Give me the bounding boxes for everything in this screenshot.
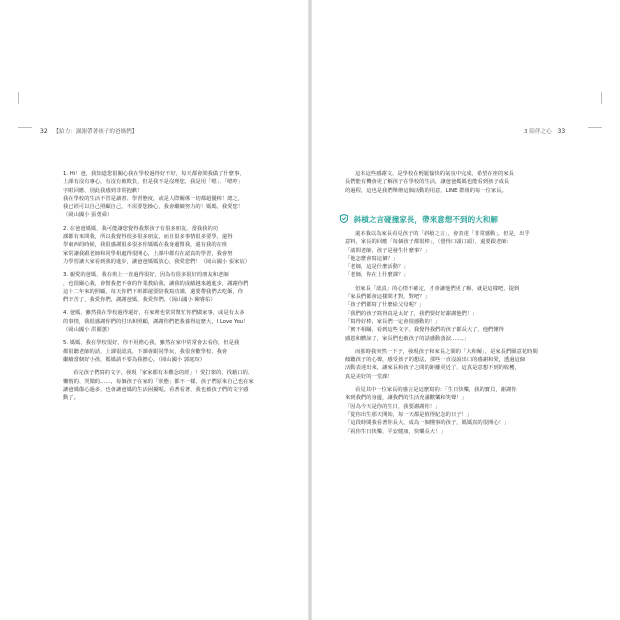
crop-mark [18,127,32,128]
paragraph-line: 還本我以為家長看見孩子的「斜槓之言」，會表達「非常感動」，但是，出乎 [355,231,530,237]
letter-line: 力學習讓大家看到我的進步，讓爸爸媽媽放心，我愛您們！（岡山國小 張家宸） [63,258,251,265]
letter-3 [63,271,293,304]
section-title [340,214,498,225]
paragraph-line: 懶惰的、哭鬧的……，每個孩子在家的「狀態」都不一樣，孩子們原來自己也在家 [63,378,254,385]
letter-line: 2. 在爸爸媽媽，我可能讓您覺得我幫孩子有很多朋友，當我我的功 [63,225,219,232]
letter-line: 這十二年來的照顧，每天你們下班都還要陪我寫功課，還要帶我們去吃飯，你 [63,288,244,295]
quote-line: 感恩和體諒了，家長們也被孩子的話感動落淚……。」 [345,335,470,342]
letter-line: 我已經可以自己照顧自己，不需要您操心，我會繼續努力的！媽媽，我愛您！ [63,204,244,211]
letter-line: 字眼回應，別此我感到非常抱歉！ [63,187,143,194]
paragraph-line: 動了。 [63,395,79,402]
left-running-header [36,127,137,135]
letter-4 [63,309,293,334]
letter-line: 的事情，我很感謝你們的付出和照顧，謝謝你們把我養得這麼大，I Love You！ [63,318,249,325]
quote-line: 「這段時間我看著你長大，成為一個懂事的孩子，媽媽真的很開心！」 [345,420,510,427]
right-header-title: 3 陪伴之心 [524,129,552,135]
paragraph-line: 而那時我突然一下子，發現孩子和家長之間的「大和解」，是家長們願意花時間 [355,348,538,355]
right-body [345,230,580,436]
paragraph-4 [345,386,580,436]
crop-mark [588,127,602,128]
letter-line: 4. 爸媽，雖然我在學校過得還好，在家裡也常常幫忙你們做家事，或是有太多 [63,310,245,317]
quote-line: 「因為今天是你的生日，我要謝謝你！」 [345,403,441,410]
paragraph-line: 長們能有機會更了解孩子在學校的生活，讓爸爸媽媽也能看到孩子成長 [345,179,510,186]
quote-line: 「實不相瞞，看到這些文字，我覺得我們的孩子都長大了，他們懂得 [345,327,504,334]
paragraph-line: 真是美好的一堂課！ [345,373,393,380]
letter-signature: （岡山國小 張勇舜） [63,212,113,219]
letter-line: 課都有來問我，所以我覺得很多很多朋友，而且很多事情很多要學，還得 [63,234,233,241]
paragraph-line: 這本這些感謝文，是學校在輕鬆愉快的氣氛中完成，希望在座的家長 [355,171,514,177]
letter-5 [63,339,293,364]
paragraph-3 [345,348,580,381]
quote-line: 「老師，這是什麼活動？」 [345,264,409,271]
quote-line: 「請問老師，孩子是發生什麼事？」 [345,247,430,254]
paragraph-line: 但家長「認真」的心情不確定，才會讓他們更了解，就是這樣吧，提到 [355,285,520,292]
letter-line: 我在學校的生活不管是讀書、學習態度，或是人際關係一切都超優棒！總之， [63,195,244,202]
paragraph-1 [345,230,580,280]
right-running-header [524,127,569,135]
letter-2 [63,225,293,266]
letter-1 [63,170,293,220]
quote-line: 「寫得好棒，家長們一定會很感動的！」 [345,318,441,325]
right-page-number: 33 [557,128,566,135]
shield-icon [340,214,348,223]
letter-line: 3. 親愛的爸媽，我在班上一直過得很好，因為有很多很好的朋友和老師 [63,272,229,279]
paragraph-line: 傾聽孩子的心聲，感受孩子的想法，那些一直沒說出口的感謝和愛，透過這個 [345,357,526,364]
letter-line: 上課有沒有專心，有沒有被欺負，但是我不是沒理您，我是用「嗯」、「嗯哼」 [63,179,244,186]
left-page-number: 32 [40,128,48,135]
paragraph-line: 看見其中一位家長的感言是這麼寫的：「生日快樂，我的寶貝，謝謝你 [355,387,517,394]
crop-mark [18,92,19,104]
paragraph-line: 意料，家長的回應「每個孩子都很棒」，（覺得口頭口頭），還要跟老師： [345,239,512,246]
paragraph-line: 活動表達出來，讓家長和孩子之間的距離更近了，這真是意想不到的收穫， [345,365,520,372]
paragraph-2 [345,285,580,343]
letter-line: ，也很關心我，會幫我把不會的作業教給我，讓我的成績越來越進步，謝謝你們 [63,280,249,287]
paragraph-line: 的過程，這也是我們舉辦這個活動的用意，LINE 群組的每一位家長。 [345,187,507,194]
intro-paragraph [345,170,580,195]
letter-line: 學東西的時候，我很感謝很多很多你媽媽在我身邊幫我，還有我的在班 [63,242,228,249]
quote-line: 「他怎麼會寫這個？」 [345,255,398,262]
letter-line: 5. 媽媽，我在學校很好，你不用擔心我，雖然在家中常常會去看你，但是我 [63,340,240,347]
letter-line: 繼續當個好小孩，媽媽請不要為我擔心。（岡山國小 郭庭瑄） [63,356,206,363]
quote-line: 「孩子們都寫了什麼給父母呢？」 [345,302,425,309]
letter-line: 們辛苦了，我愛你們，謝謝爸媽，我愛你們。（岡山國小 陳睿佑） [63,297,216,304]
quote-line: 「祝你生日快樂，平安健康，快樂長大！」 [345,428,446,435]
paragraph-line: 來到我們的身邊，讓我們的生活充滿歡樂和笑聲！」 [345,395,467,402]
quote-line: 「從你出生那天開始，每一天都是值得紀念的日子！」 [345,411,473,418]
letter-signature: （岡山國小 洪麗蕙） [63,327,113,334]
paragraph-line: 看完孩子們寫的文字，發現「家家都有本難念的經」！愛打架的、找藉口的、 [73,370,254,377]
letter-line: 1. Hi！爸，我知道您很關心我在學校過得好不好，每天都會問我做了什麼事， [63,171,245,177]
crop-mark [601,92,602,104]
closing-paragraph [63,369,293,402]
section-title-text: 斜槓之言碰撞家長，帶來意想不到的大和解 [353,215,498,224]
left-header-title: 【給力：謝謝帶著孩子的爸媽們】 [53,129,138,135]
quote-line: 「老師，你在上什麼課？」 [345,272,409,279]
paragraph-line: 讓爸媽傷心過多，也會讓爸媽的生活困擾呢。看著看著，我也被孩子們的文字感 [63,386,249,393]
letter-line: 都很聽老師的話，上課很認真，下課會跟同學玩，我很喜歡學校，我會 [63,348,228,355]
letters-list [63,170,293,402]
letter-line: 家常讓我跟老師和同學相處得很開心，上課中都有在認真的學習，我會努 [63,250,233,257]
quote-line: 「我們的孩子寫得真是太好了，我們要好好謝謝他們！」 [345,310,478,317]
quote-line: 「家長們都會這樣問才對，對吧？」 [345,294,430,301]
book-gutter [308,0,312,620]
